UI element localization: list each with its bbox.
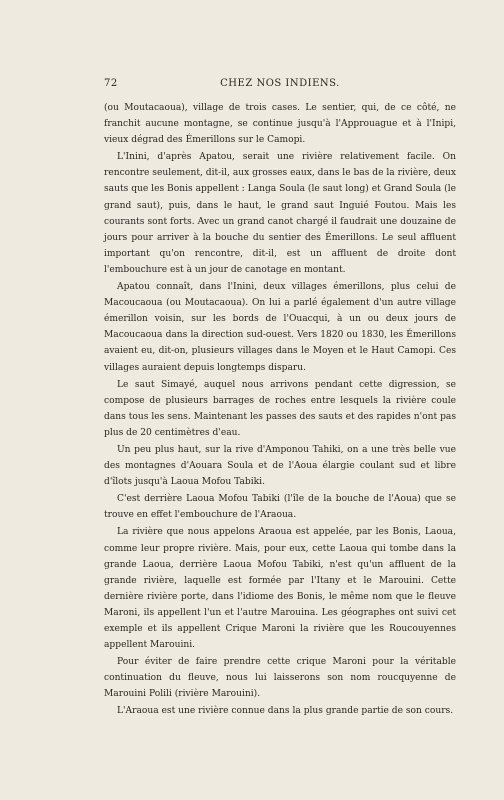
paragraph: (ou Moutacaoua), village de trois cases. Le sentier, qui, de ce côté, ne franchit aucune montagne, se continue jusqu'à l'Approuague et à l'Inipi, vieux dégrad des Émerillons sur le Camopi. <box>104 103 456 146</box>
paragraph: C'est derrière Laoua Mofou Tabiki (l'île de la bouche de l'Aoua) que se trouve en effet l'embouchure de l'Araoua. <box>104 494 456 521</box>
paragraph: Le saut Simayé, auquel nous arrivons pendant cette digression, se compose de plusieurs barrages de roches entre lesquels la rivière coule dans tous les sens. Maintenant les passes des sauts et des rapides n'ont pas plus de 20 centimètres d'eau. <box>104 379 456 438</box>
running-title: CHEZ NOS INDIENS. <box>220 78 340 89</box>
paragraph: La rivière que nous appelons Araoua est appelée, par les Bonis, Laoua, comme leur propre rivière. Mais, pour eux, cette Laoua qui tombe dans la grande Laoua, derrière Laoua Mofou Tabiki, n'est qu'un affluent de la grande rivière, laquelle est formée par l'Itany et le Marouini. Cette dernière rivière porte, dans l'idiome des Bonis, le même nom que le fleuve Maroni, ils appellent l'un et l'autre Marouina. Les géographes ont suivi cet exemple et ils appellent Crique Maroni la rivière que les Roucouyennes appellent Marouini. <box>104 527 456 651</box>
paragraph: L'Araoua est une rivière connue dans la plus grande partie de son cours. <box>117 706 454 717</box>
paragraph: Pour éviter de faire prendre cette crique Maroni pour la véritable continuation du fleuve, nous lui laisserons son nom roucquyenne de Marouini Polili (rivière Marouini). <box>104 657 456 700</box>
page-number: 72 <box>104 78 118 89</box>
page-body <box>104 100 456 720</box>
paragraph: L'Inini, d'après Apatou, serait une rivière relativement facile. On rencontre seulement, dit-il, aux grosses eaux, dans le bas de la rivière, deux sauts que les Bonis appellent : Langa Soula (le saut long) et Grand Soula (le grand saut), puis, dans le haut, le grand saut Inguié Foutou. Mais les courants sont forts. Avec un grand canot chargé il faudrait une douzaine de jours pour arriver à la bouche du sentier des Émerillons. Le seul affluent important qu'on rencontre, dit-il, est un affluent de droite dont l'embouchure est à un jour de canotage en montant. <box>104 152 456 275</box>
running-header <box>104 78 456 92</box>
paragraph: Apatou connaît, dans l'Inini, deux villages émerillons, plus celui de Macoucaoua (ou Moutacaoua). On lui a parlé également d'un autre village émerillon voisin, sur les bords de l'Ouacqui, à un ou deux jours de Macoucaoua dans la direction sud-ouest. Vers 1820 ou 1830, les Émerillons avaient eu, dit-on, plusieurs villages dans le Moyen et le Haut Camopi. Ces villages auraient depuis longtemps disparu. <box>104 282 456 373</box>
paragraph: Un peu plus haut, sur la rive d'Amponou Tahiki, on a une très belle vue des montagnes d'Aouara Soula et de l'Aoua élargie coulant sud et libre d'îlots jusqu'à Laoua Mofou Tabiki. <box>104 444 456 488</box>
